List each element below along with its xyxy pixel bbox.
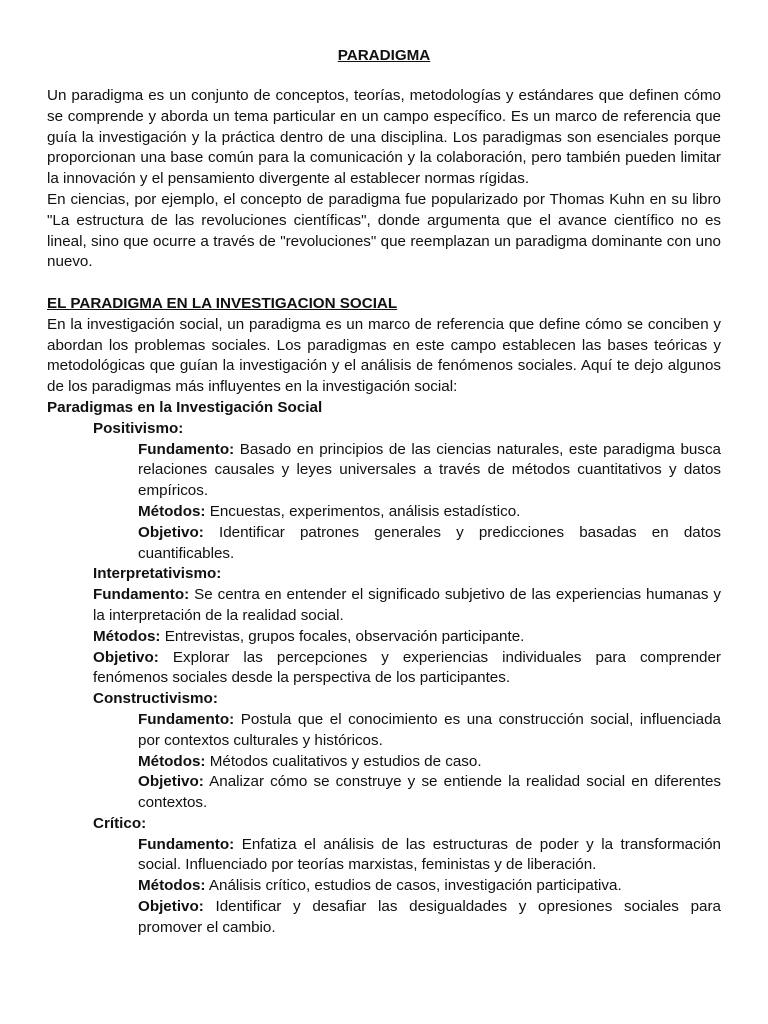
- document-body: [47, 86, 721, 939]
- paradigm-metodos: [47, 502, 721, 523]
- fundamento-text: Basado en principios de las ciencias naturales, este paradigma busca relaciones causales y leyes universales a través de métodos cuantitativos y datos empíricos.: [138, 440, 721, 500]
- metodos-text: Métodos cualitativos y estudios de caso.: [209, 752, 482, 770]
- metodos-text: Encuestas, experimentos, análisis estadístico.: [209, 502, 521, 520]
- paradigm-fundamento: [47, 710, 721, 752]
- section-heading: EL PARADIGMA EN LA INVESTIGACION SOCIAL: [47, 294, 398, 312]
- fundamento-text: Se centra en entender el significado subjetivo de las experiencias humanas y la interpretación de la realidad social.: [93, 586, 721, 624]
- paradigm-name-critico: Crítico:: [93, 814, 147, 832]
- paradigm-name-constructivismo: Constructivismo:: [93, 690, 218, 708]
- section-intro: En la investigación social, un paradigma es un marco de referencia que define cómo se conciben y abordan los problemas sociales. Los paradigmas en este campo establecen las bases teóricas y metodológicas que guían la investigación y el análisis de fenómenos sociales. Aquí te dejo algunos de los paradigmas más influyentes en la investigación social:: [47, 315, 721, 396]
- intro-paragraph-2: En ciencias, por ejemplo, el concepto de paradigma fue popularizado por Thomas Kuhn en su libro "La estructura de las revoluciones científicas", donde argumenta que el avance científico no es lineal, sino que ocurre a través de "revoluciones" que reemplazan un paradigma dominante con uno nuevo.: [47, 190, 721, 271]
- objetivo-label: Objetivo:: [138, 898, 204, 916]
- fundamento-text: Enfatiza el análisis de las estructuras de poder y la transformación social. Influenciado por teorías marxistas, feministas y de liberación.: [138, 835, 721, 874]
- spacer: [47, 273, 721, 294]
- objetivo-label: Objetivo:: [93, 648, 159, 666]
- paradigm-metodos: [47, 752, 721, 773]
- fundamento-text: Postula que el conocimiento es una construcción social, influenciada por contextos culturales y históricos.: [138, 710, 721, 749]
- objetivo-text: Explorar las percepciones y experiencias individuales para comprender fenómenos sociales desde la perspectiva de los participantes.: [93, 648, 721, 687]
- objetivo-label: Objetivo:: [138, 523, 204, 541]
- paradigm-metodos: [47, 627, 721, 648]
- paradigm-fundamento: [47, 440, 721, 502]
- intro-paragraph-1: Un paradigma es un conjunto de conceptos, teorías, metodologías y estándares que definen cómo se comprende y aborda un tema particular en un campo específico. Es un marco de referencia que guía la investigación y la práctica dentro de una disciplina. Los paradigmas son esenciales porque proporcionan una base común para la comunicación y la colaboración, pero también pueden limitar la innovación y el pensamiento divergente al establecer normas rígidas.: [47, 87, 721, 188]
- paradigm-objetivo: [47, 648, 721, 690]
- metodos-label: Métodos:: [138, 752, 206, 770]
- metodos-label: Métodos:: [93, 627, 161, 645]
- fundamento-label: Fundamento:: [93, 586, 190, 604]
- objetivo-text: Analizar cómo se construye y se entiende la realidad social en diferentes contextos.: [138, 773, 721, 812]
- paradigm-name-positivismo: Positivismo:: [93, 419, 184, 437]
- paradigm-objetivo: [47, 523, 721, 565]
- paradigm-fundamento: [47, 835, 721, 877]
- document-title: PARADIGMA: [337, 47, 431, 64]
- objetivo-text: Identificar patrones generales y predicciones basadas en datos cuantificables.: [138, 523, 721, 562]
- paradigm-metodos: [47, 876, 721, 897]
- objetivo-text: Identificar y desafiar las desigualdades y opresiones sociales para promover el cambio.: [138, 898, 721, 936]
- paradigm-objetivo: [47, 897, 721, 939]
- paradigm-objetivo: [47, 772, 721, 814]
- metodos-label: Métodos:: [138, 877, 206, 895]
- objetivo-label: Objetivo:: [138, 773, 204, 791]
- fundamento-label: Fundamento:: [138, 835, 235, 853]
- metodos-text: Análisis crítico, estudios de casos, investigación participativa.: [208, 877, 622, 895]
- paradigm-name-interpretativismo: Interpretativismo:: [93, 565, 222, 583]
- fundamento-label: Fundamento:: [138, 710, 235, 728]
- metodos-label: Métodos:: [138, 502, 206, 520]
- metodos-text: Entrevistas, grupos focales, observación participante.: [164, 627, 525, 645]
- fundamento-label: Fundamento:: [138, 440, 235, 458]
- paradigm-fundamento: [47, 585, 721, 627]
- paradigms-subheading: Paradigmas en la Investigación Social: [47, 398, 323, 416]
